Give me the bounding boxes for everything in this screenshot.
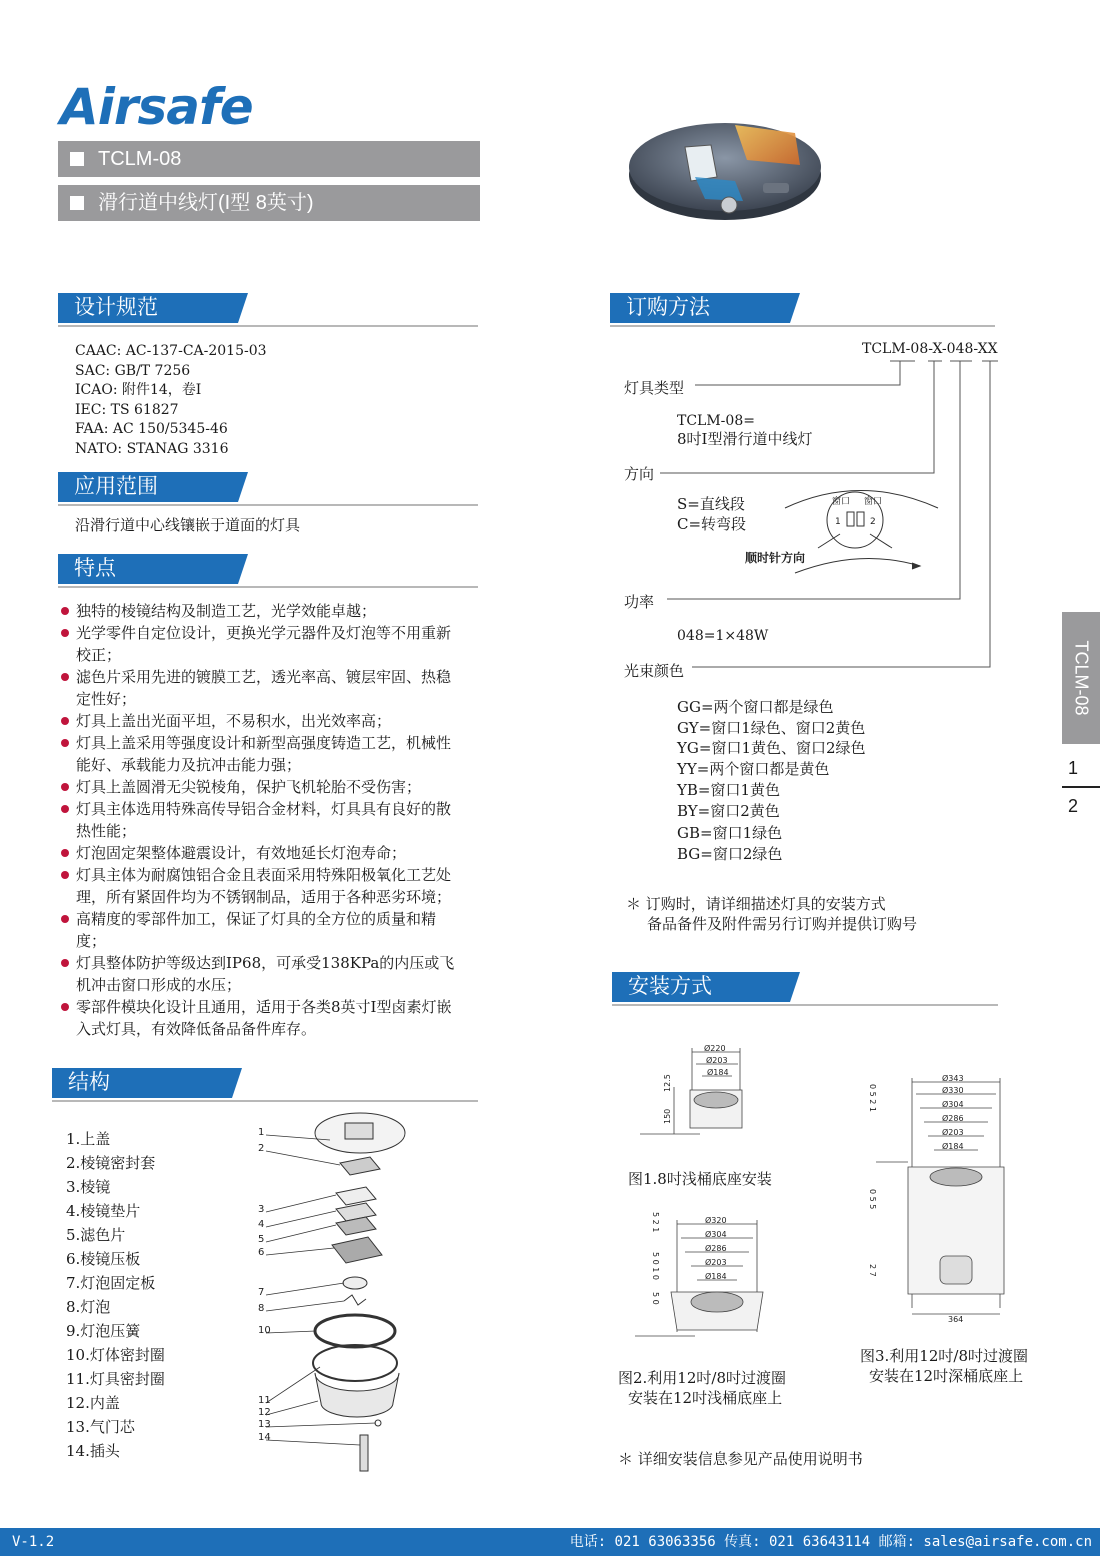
color-option: YY=两个窗口都是黄色 xyxy=(677,760,830,779)
part-item: 4.棱镜垫片 xyxy=(66,1202,141,1220)
part-item: 8.灯泡 xyxy=(66,1298,111,1316)
figure-2-caption-2: 安装在12吋浅桶底座上 xyxy=(628,1389,783,1407)
section-ordering-header: 订购方法 xyxy=(610,293,800,323)
footer-contact: 电话: 021 63063356 传真: 021 63643114 邮箱: sales@airsafe.com.cn xyxy=(569,1534,1092,1550)
installation-note: ＊ 详细安装信息参见产品使用说明书 xyxy=(618,1450,863,1468)
callout-number: 10 xyxy=(258,1325,271,1336)
color-option: YB=窗口1黄色 xyxy=(677,780,781,799)
feature-item: 滤色片采用先进的镀膜工艺，透光率高、镀层牢固、热稳定性好； xyxy=(60,666,460,710)
order-power-value: 048=1×48W xyxy=(677,628,769,644)
application-text: 沿滑行道中心线镶嵌于道面的灯具 xyxy=(75,516,301,534)
design-spec-item: FAA: AC 150/5345-46 xyxy=(75,421,228,438)
divider xyxy=(612,1004,998,1006)
product-title-bar xyxy=(58,185,480,221)
feature-item: 灯具上盖圆滑无尖锐棱角，保护飞机轮胎不受伤害； xyxy=(60,776,460,798)
direction-curve: C=转弯段 xyxy=(677,515,747,533)
window-label: 窗口 xyxy=(832,497,851,507)
divider xyxy=(58,586,478,588)
part-item: 6.棱镜压板 xyxy=(66,1250,141,1268)
install-figure-2 xyxy=(635,1212,795,1347)
callout-number: 5 xyxy=(258,1234,265,1245)
feature-item: 灯具主体选用特殊高传导铝合金材料，灯具具有良好的散热性能； xyxy=(60,798,460,842)
dimension-label: Ø184 xyxy=(942,1142,964,1151)
callout-number: 11 xyxy=(258,1395,271,1406)
feature-item: 灯具上盖采用等强度设计和新型高强度铸造工艺，机械性能好、承载能力及抗冲击能力强； xyxy=(60,732,460,776)
order-type-desc: 8吋I型滑行道中线灯 xyxy=(677,430,813,448)
order-direction-label: 方向 xyxy=(624,465,655,483)
part-item: 7.灯泡固定板 xyxy=(66,1274,156,1292)
page-total: 2 xyxy=(1068,796,1079,816)
part-item: 9.灯泡压簧 xyxy=(66,1322,141,1340)
design-spec-item: CAAC: AC-137-CA-2015-03 xyxy=(75,343,267,359)
design-spec-item: NATO: STANAG 3316 xyxy=(75,440,229,457)
dimension-label: 150 xyxy=(663,1108,672,1124)
dimension-label: 12.5 xyxy=(663,1074,672,1092)
figure-3-caption-1: 图3.利用12吋/8吋过渡圈 xyxy=(860,1347,1028,1365)
brand-logo: Airsafe xyxy=(60,78,253,136)
product-title: 滑行道中线灯(I型 8英寸) xyxy=(98,192,314,214)
section-installation-header: 安装方式 xyxy=(612,972,800,1002)
callout-number: 6 xyxy=(258,1247,265,1258)
feature-item: 灯具整体防护等级达到IP68，可承受138KPa的内压或飞机冲击窗口形成的水压； xyxy=(60,952,460,996)
callout-number: 4 xyxy=(258,1219,265,1230)
dimension-label: 5 2 1 xyxy=(651,1212,660,1233)
callout-number: 8 xyxy=(258,1303,265,1314)
divider xyxy=(58,325,478,327)
figure-2-caption-1: 图2.利用12吋/8吋过渡圈 xyxy=(618,1369,786,1387)
feature-item: 灯泡固定架整体避震设计，有效地延长灯泡寿命； xyxy=(60,842,460,864)
install-figure-3 xyxy=(862,1072,1022,1322)
color-option: GG=两个窗口都是绿色 xyxy=(677,698,834,716)
part-item: 3.棱镜 xyxy=(66,1178,111,1196)
side-model-tab xyxy=(1062,612,1100,744)
design-spec-list xyxy=(75,342,267,460)
feature-item: 灯具上盖出光面平坦，不易积水，出光效率高； xyxy=(60,710,460,732)
divider xyxy=(52,1100,478,1102)
footer-bar xyxy=(0,1528,1100,1556)
dimension-label: Ø203 xyxy=(706,1056,728,1065)
part-item: 5.滤色片 xyxy=(66,1226,126,1244)
square-icon xyxy=(70,152,84,166)
callout-number: 1 xyxy=(258,1127,265,1138)
callout-number: 13 xyxy=(258,1419,271,1430)
section-features-header: 特点 xyxy=(58,554,248,584)
color-option: YG=窗口1黄色、窗口2绿色 xyxy=(677,739,866,758)
dimension-label: 5 0 xyxy=(651,1292,660,1305)
model-title-bar xyxy=(58,141,480,177)
order-type-label: 灯具类型 xyxy=(624,379,685,397)
window-number: 1 xyxy=(835,517,841,527)
footer-version: V-1.2 xyxy=(12,1534,55,1550)
dimension-label: Ø220 xyxy=(704,1044,726,1053)
order-type-code: TCLM-08= xyxy=(677,413,755,429)
part-item: 10.灯体密封圈 xyxy=(66,1346,165,1364)
divider xyxy=(58,504,478,506)
dimension-label: Ø286 xyxy=(942,1114,964,1123)
page-divider xyxy=(1062,786,1100,788)
section-design-header: 设计规范 xyxy=(58,293,248,323)
design-spec-item: SAC: GB/T 7256 xyxy=(75,362,191,379)
order-note-1: ＊ 订购时，请详细描述灯具的安装方式 xyxy=(626,895,886,913)
color-option: BY=窗口2黄色 xyxy=(677,801,780,820)
feature-item: 光学零件自定位设计，更换光学元器件及灯泡等不用重新校正； xyxy=(60,622,460,666)
order-power-label: 功率 xyxy=(624,593,655,611)
part-item: 12.内盖 xyxy=(66,1394,120,1412)
dimension-label: Ø304 xyxy=(942,1100,964,1109)
dimension-label: Ø343 xyxy=(942,1074,964,1083)
clockwise-label: 顺时针方向 xyxy=(745,551,806,565)
structure-parts-list xyxy=(66,1127,165,1463)
product-photo xyxy=(625,105,825,225)
exploded-view-diagram xyxy=(250,1105,450,1490)
direction-straight: S=直线段 xyxy=(677,495,745,513)
direction-diagram xyxy=(745,478,945,583)
color-options-list xyxy=(677,697,866,865)
install-figure-1 xyxy=(640,1042,780,1147)
callout-number: 14 xyxy=(258,1432,271,1443)
part-item: 14.插头 xyxy=(66,1442,120,1460)
square-icon xyxy=(70,196,84,210)
dimension-label: 0 5 2 1 xyxy=(868,1084,877,1112)
dimension-label: 5 0 1 0 xyxy=(651,1252,660,1280)
callout-number: 3 xyxy=(258,1204,265,1215)
side-model-label: TCLM-08 xyxy=(1071,640,1092,716)
divider xyxy=(610,325,995,327)
feature-item: 高精度的零部件加工，保证了灯具的全方位的质量和精度； xyxy=(60,908,460,952)
section-application-header: 应用范围 xyxy=(58,472,248,502)
order-note-2: 备品备件及附件需另行订购并提供订购号 xyxy=(647,915,918,933)
callout-number: 2 xyxy=(258,1143,265,1154)
figure-1-caption: 图1.8吋浅桶底座安装 xyxy=(628,1170,772,1188)
order-code: TCLM-08-X-048-XX xyxy=(862,341,998,357)
window-label: 窗口 xyxy=(864,497,883,507)
feature-item: 零部件模块化设计且通用，适用于各类8英寸I型卤素灯嵌入式灯具，有效降低备品备件库存。 xyxy=(60,996,460,1040)
part-item: 13.气门芯 xyxy=(66,1418,135,1436)
color-option: BG=窗口2绿色 xyxy=(677,844,783,863)
part-item: 1.上盖 xyxy=(66,1130,111,1148)
dimension-label: Ø203 xyxy=(705,1258,727,1267)
window-number: 2 xyxy=(870,517,876,527)
feature-list xyxy=(60,600,460,1040)
dimension-label: Ø330 xyxy=(942,1086,964,1095)
dimension-label: 364 xyxy=(948,1315,964,1324)
part-item: 11.灯具密封圈 xyxy=(66,1370,165,1388)
model-title: TCLM-08 xyxy=(98,148,182,170)
figure-3-caption-2: 安装在12吋深桶底座上 xyxy=(869,1367,1024,1385)
dimension-label: Ø320 xyxy=(705,1216,727,1225)
dimension-label: Ø304 xyxy=(705,1230,727,1239)
part-item: 2.棱镜密封套 xyxy=(66,1154,156,1172)
callout-number: 7 xyxy=(258,1287,265,1298)
page-current: 1 xyxy=(1068,758,1079,778)
color-option: GB=窗口1绿色 xyxy=(677,824,783,843)
order-color-label: 光束颜色 xyxy=(624,662,685,680)
feature-item: 灯具主体为耐腐蚀铝合金且表面采用特殊阳极氧化工艺处理，所有紧固件均为不锈钢制品，适用于各种恶劣环境； xyxy=(60,864,460,908)
color-option: GY=窗口1绿色、窗口2黄色 xyxy=(677,718,866,737)
dimension-label: Ø203 xyxy=(942,1128,964,1137)
dimension-label: Ø184 xyxy=(707,1068,729,1077)
feature-item: 独特的棱镜结构及制造工艺，光学效能卓越； xyxy=(60,600,460,622)
dimension-label: Ø286 xyxy=(705,1244,727,1253)
dimension-label: Ø184 xyxy=(705,1272,727,1281)
callout-number: 12 xyxy=(258,1407,271,1418)
section-structure-header: 结构 xyxy=(52,1068,242,1098)
dimension-label: 2 7 xyxy=(868,1264,877,1277)
design-spec-item: IEC: TS 61827 xyxy=(75,401,179,418)
design-spec-item: ICAO: 附件14，卷I xyxy=(75,382,202,399)
dimension-label: 0 5 5 xyxy=(868,1189,877,1210)
